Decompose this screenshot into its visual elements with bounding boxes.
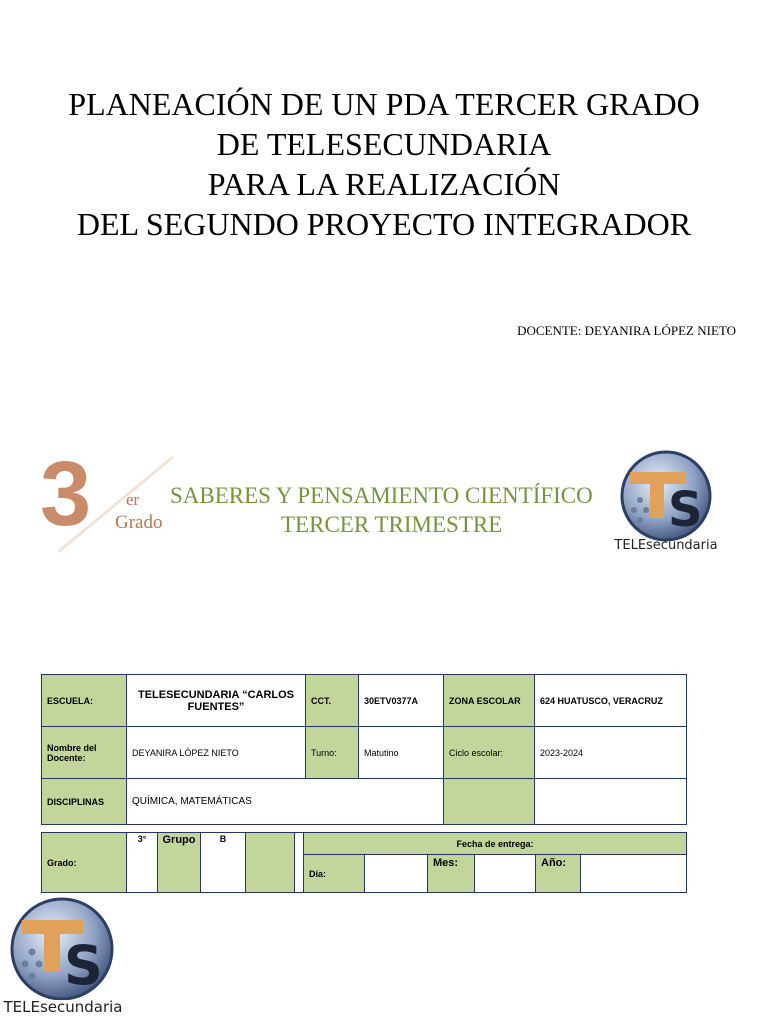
cct-label: CCT. [306, 675, 359, 727]
title-line-3: PARA LA REALIZACIÓN [207, 166, 561, 202]
cct-value: 30ETV0377A [359, 675, 444, 727]
spacer-cell [295, 833, 304, 893]
logo-caption: TELEsecundaria [3, 998, 123, 1016]
zona-value: 624 HUATUSCO, VERACRUZ [535, 675, 687, 727]
mes-label: Mes: [428, 855, 475, 893]
zona-label: ZONA ESCOLAR [444, 675, 535, 727]
logo-caption: TELEsecundaria [614, 538, 718, 553]
svg-text:S: S [668, 482, 703, 538]
title-line-2: DE TELESECUNDARIA [216, 126, 552, 162]
grade-date-table [41, 832, 687, 893]
ciclo-label: Ciclo escolar: [444, 727, 535, 779]
grado-value: 3° [127, 833, 158, 893]
anio-value-field [581, 855, 687, 893]
subject-heading [170, 481, 633, 541]
mes-value-field [475, 855, 536, 893]
turno-label: Turno: [306, 727, 359, 779]
dia-label: Día: [304, 855, 365, 893]
school-info-table [41, 674, 687, 825]
empty-green-cell [444, 779, 535, 825]
title-line-1: PLANEACIÓN DE UN PDA TERCER GRADO [68, 86, 700, 122]
ts-emblem-icon [0, 894, 126, 1000]
document-title [0, 84, 768, 244]
grade-suffix: er [126, 490, 140, 509]
ts-emblem-icon [610, 450, 722, 542]
disciplinas-label: DISCIPLINAS [42, 779, 127, 825]
empty-cell [535, 779, 687, 825]
grade-number: 3 [40, 443, 92, 545]
empty-green-cell-2 [246, 833, 295, 893]
escuela-value: TELESECUNDARIA “CARLOS FUENTES” [127, 675, 306, 727]
fecha-label: Fecha de entrega: [304, 833, 687, 855]
grade-logo [38, 443, 173, 552]
grupo-value: B [201, 833, 246, 893]
dia-value-field [365, 855, 428, 893]
subject-line-1: SABERES Y PENSAMIENTO CIENTÍFICO [170, 483, 593, 508]
docente-label: Nombre del Docente: [42, 727, 127, 779]
grupo-label: Grupo [158, 833, 201, 893]
ciclo-value: 2023-2024 [535, 727, 687, 779]
disciplinas-value: QUÍMICA, MATEMÁTICAS [127, 779, 444, 825]
subject-line-2: TERCER TRIMESTRE [281, 512, 503, 537]
grade-word: Grado [115, 512, 163, 533]
turno-value: Matutino [359, 727, 444, 779]
teacher-line: DOCENTE: DEYANIRA LÓPEZ NIETO [517, 323, 736, 338]
docente-value: DEYANIRA LÓPEZ NIETO [127, 727, 306, 779]
telesecundaria-logo-bottom [0, 894, 126, 1020]
escuela-label: ESCUELA: [42, 675, 127, 727]
grado-label: Grado: [42, 833, 127, 893]
telesecundaria-logo-top [610, 450, 722, 558]
title-line-4: DEL SEGUNDO PROYECTO INTEGRADOR [76, 206, 692, 242]
svg-text:S: S [64, 934, 103, 997]
anio-label: Año: [536, 855, 581, 893]
